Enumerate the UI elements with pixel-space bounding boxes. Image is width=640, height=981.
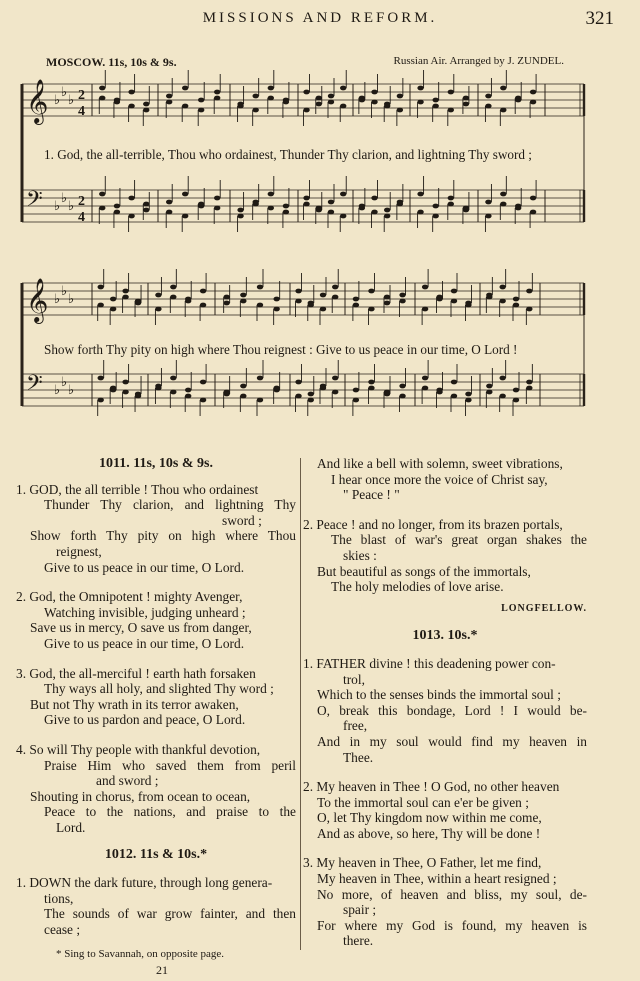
hymn-1011-line: Show forth Thy pity on high where Thou xyxy=(30,528,296,544)
note-head xyxy=(166,200,172,205)
note-head xyxy=(268,96,274,101)
note-head xyxy=(185,388,191,393)
hymn-1011-line: Lord. xyxy=(56,819,86,835)
treble-clef-icon: 𝄞 xyxy=(26,278,49,322)
note-head xyxy=(513,388,519,393)
staff-systems xyxy=(22,70,584,416)
note-head xyxy=(223,295,229,300)
author-longfellow: LONGFELLOW. xyxy=(501,602,587,614)
note-head xyxy=(384,390,390,395)
continuation-line: 2. Peace ! and no longer, from its brazen portals, xyxy=(303,516,563,532)
hymn-1013-line: 2. My heaven in Thee ! O God, no other heaven xyxy=(303,779,560,795)
note-head xyxy=(332,376,338,381)
note-head xyxy=(422,285,428,290)
note-head xyxy=(500,108,506,113)
note-head xyxy=(353,398,359,403)
note-head xyxy=(451,394,457,399)
note-head xyxy=(295,380,301,385)
note-head xyxy=(340,86,346,91)
note-head xyxy=(332,390,338,395)
hymn-1011-title: 1011. 11s, 10s & 9s. xyxy=(99,456,213,471)
note-head xyxy=(359,206,365,211)
note-head xyxy=(465,392,471,397)
note-head xyxy=(432,214,438,219)
footnote: * Sing to Savannah, on opposite page. xyxy=(56,948,225,961)
hymn-1011-line: sword ; xyxy=(222,512,262,528)
note-head xyxy=(371,100,377,105)
note-head xyxy=(485,94,491,99)
note-head xyxy=(320,307,326,312)
note-head xyxy=(500,192,506,197)
note-head xyxy=(499,299,505,304)
note-head xyxy=(135,299,141,304)
note-head xyxy=(185,299,191,304)
hymn-1013-line: My heaven in Thee, within a heart resigned ; xyxy=(317,871,557,887)
hymn-1013-line: For where my God is found, my heaven is xyxy=(317,917,587,933)
time-signature: 2 xyxy=(78,88,85,103)
note-head xyxy=(268,86,274,91)
note-head xyxy=(384,208,390,213)
hymn-1011-line: Give to us pardon and peace, O Lord. xyxy=(44,712,246,728)
note-head xyxy=(135,394,141,399)
note-head xyxy=(257,398,263,403)
note-head xyxy=(465,303,471,308)
note-head xyxy=(257,376,263,381)
note-head xyxy=(143,208,149,213)
note-head xyxy=(530,100,536,105)
note-head xyxy=(99,206,105,211)
note-head xyxy=(252,94,258,99)
note-head xyxy=(436,390,442,395)
note-head xyxy=(371,210,377,215)
flat-icon: ♭ xyxy=(54,292,61,307)
note-head xyxy=(332,295,338,300)
note-head xyxy=(328,210,334,215)
note-head xyxy=(170,295,176,300)
note-head xyxy=(526,386,532,391)
note-head xyxy=(500,86,506,91)
note-head xyxy=(214,90,220,95)
note-head xyxy=(526,289,532,294)
hymn-1011-line: and sword ; xyxy=(96,773,159,789)
note-head xyxy=(99,86,105,91)
note-head xyxy=(316,206,322,211)
signature-mark: 21 xyxy=(156,963,168,978)
hymn-1011-line: 4. So will Thy people with thankful devotion, xyxy=(16,741,261,757)
note-head xyxy=(240,394,246,399)
note-head xyxy=(128,214,134,219)
note-head xyxy=(465,398,471,403)
bass-clef-icon: 𝄢 xyxy=(26,371,43,401)
note-head xyxy=(513,303,519,308)
flat-icon: ♭ xyxy=(61,85,68,100)
hymn-1011-line: Thy ways all holy, and slighted Thy word ; xyxy=(44,681,274,697)
note-head xyxy=(198,108,204,113)
note-head xyxy=(166,94,172,99)
hymn-1012-title: 1012. 11s & 10s.* xyxy=(104,847,208,863)
note-head xyxy=(463,206,469,211)
hymn-1012-line: cease ; xyxy=(44,921,81,937)
continuation-line: The blast of war's great organ shakes the xyxy=(331,532,587,548)
note-head xyxy=(328,200,334,205)
note-head xyxy=(417,100,423,105)
hymn-1012-line: tions, xyxy=(44,890,74,906)
flat-icon: ♭ xyxy=(54,383,61,398)
note-head xyxy=(114,204,120,209)
note-head xyxy=(451,380,457,385)
note-head xyxy=(295,289,301,294)
flat-icon: ♭ xyxy=(54,93,61,108)
note-head xyxy=(530,196,536,201)
note-head xyxy=(340,104,346,109)
note-head xyxy=(122,289,128,294)
hymn-1013-line: trol, xyxy=(343,671,365,687)
note-head xyxy=(353,388,359,393)
note-head xyxy=(448,202,454,207)
note-head xyxy=(463,102,469,107)
note-head xyxy=(308,398,314,403)
note-head xyxy=(500,202,506,207)
note-head xyxy=(214,206,220,211)
note-head xyxy=(128,196,134,201)
note-head xyxy=(155,307,161,312)
flat-icon: ♭ xyxy=(68,93,75,108)
note-head xyxy=(486,384,492,389)
note-head xyxy=(316,102,322,107)
continuation-line: And like a bell with solemn, sweet vibrations, xyxy=(317,456,563,471)
hymn-1013-line: And as above, so here, Thy will be done ! xyxy=(317,825,541,841)
note-head xyxy=(448,90,454,95)
time-signature: 4 xyxy=(78,210,85,225)
note-head xyxy=(399,293,405,298)
note-head xyxy=(368,289,374,294)
hymn-1011-line: 1. GOD, the all terrible ! Thou who ordainest xyxy=(16,481,259,497)
note-head xyxy=(368,380,374,385)
note-head xyxy=(328,100,334,105)
note-head xyxy=(371,196,377,201)
note-head xyxy=(237,208,243,213)
note-head xyxy=(485,200,491,205)
note-head xyxy=(499,376,505,381)
note-head xyxy=(273,297,279,302)
note-head xyxy=(200,398,206,403)
note-head xyxy=(122,390,128,395)
hymn-1012-line: The sounds of war grow fainter, and then xyxy=(44,906,296,922)
note-head xyxy=(451,299,457,304)
note-head xyxy=(353,297,359,302)
tune-name: MOSCOW. 11s, 10s & 9s. xyxy=(46,55,177,69)
continuation-line: " Peace ! " xyxy=(343,487,400,503)
note-head xyxy=(397,108,403,113)
note-head xyxy=(122,380,128,385)
note-head xyxy=(303,108,309,113)
note-head xyxy=(417,192,423,197)
hymn-1013-line: there. xyxy=(343,933,374,949)
note-head xyxy=(155,293,161,298)
note-head xyxy=(320,386,326,391)
note-head xyxy=(515,96,521,101)
note-head xyxy=(110,386,116,391)
hymn-1013-line: No more, of heaven and bliss, my soul, de- xyxy=(317,886,587,902)
note-head xyxy=(320,293,326,298)
note-head xyxy=(384,104,390,109)
note-head xyxy=(399,394,405,399)
hymn-1013-line: free, xyxy=(343,718,368,734)
note-head xyxy=(237,104,243,109)
note-head xyxy=(182,104,188,109)
note-head xyxy=(448,108,454,113)
note-head xyxy=(252,202,258,207)
hymn-1011-line: 2. God, the Omnipotent ! mighty Avenger, xyxy=(16,589,243,605)
note-head xyxy=(422,376,428,381)
note-head xyxy=(422,307,428,312)
note-head xyxy=(295,299,301,304)
hymn-1011-line: Watching invisible, judging unheard ; xyxy=(44,604,246,620)
hymn-1013-title: 1013. 10s.* xyxy=(412,628,478,644)
note-head xyxy=(198,98,204,103)
note-head xyxy=(283,210,289,215)
column-divider xyxy=(300,458,301,950)
tune-lyric-line-1: 1. God, the all-terrible, Thou who ordainest, Thunder Thy clarion, and lightning Thy sword ; xyxy=(44,147,532,162)
continuation-line: The holy melodies of love arise. xyxy=(331,579,504,595)
note-head xyxy=(353,303,359,308)
note-head xyxy=(422,386,428,391)
note-head xyxy=(185,394,191,399)
note-head xyxy=(486,295,492,300)
note-head xyxy=(240,384,246,389)
note-head xyxy=(308,303,314,308)
note-head xyxy=(359,96,365,101)
right-column xyxy=(303,456,587,949)
note-head xyxy=(98,303,104,308)
continuation-line: But beautiful as songs of the immortals, xyxy=(317,563,531,579)
note-head xyxy=(200,380,206,385)
note-head xyxy=(143,202,149,207)
flat-icon: ♭ xyxy=(68,383,75,398)
flat-icon: ♭ xyxy=(68,292,75,307)
note-head xyxy=(170,390,176,395)
continuation-line: I hear once more the voice of Christ say, xyxy=(331,471,548,487)
note-head xyxy=(182,192,188,197)
note-head xyxy=(170,376,176,381)
note-head xyxy=(384,214,390,219)
note-head xyxy=(273,307,279,312)
note-head xyxy=(214,96,220,101)
hymn-1011-line: Praise Him who saved them from peril xyxy=(44,757,296,773)
note-head xyxy=(448,196,454,201)
note-head xyxy=(283,204,289,209)
note-head xyxy=(223,390,229,395)
note-head xyxy=(128,90,134,95)
hymn-1013-line: O, break this bondage, Lord ! I would be- xyxy=(317,702,587,718)
note-head xyxy=(166,100,172,105)
tune-credit: Russian Air. Arranged by J. ZUNDEL. xyxy=(393,55,564,67)
note-head xyxy=(308,392,314,397)
note-head xyxy=(530,90,536,95)
note-head xyxy=(155,386,161,391)
note-head xyxy=(223,301,229,306)
flat-icon: ♭ xyxy=(68,199,75,214)
note-head xyxy=(252,108,258,113)
note-head xyxy=(417,210,423,215)
note-head xyxy=(486,390,492,395)
music-score xyxy=(0,0,640,440)
note-head xyxy=(198,202,204,207)
note-head xyxy=(303,90,309,95)
note-head xyxy=(98,376,104,381)
bass-clef-icon: 𝄢 xyxy=(26,187,43,217)
note-head xyxy=(283,100,289,105)
treble-clef-icon: 𝄞 xyxy=(26,79,49,123)
note-head xyxy=(499,285,505,290)
note-head xyxy=(371,90,377,95)
time-signature: 2 xyxy=(78,194,85,209)
note-head xyxy=(114,210,120,215)
note-head xyxy=(399,299,405,304)
hymn-1013-line: To the immortal soul can e'er be given ; xyxy=(317,794,529,810)
hymn-1011-line: But not Thy wrath in its terror awaken, xyxy=(30,696,239,712)
note-head xyxy=(515,206,521,211)
note-head xyxy=(240,293,246,298)
hymn-1013-line: 3. My heaven in Thee, O Father, let me find, xyxy=(303,855,542,871)
note-head xyxy=(340,214,346,219)
note-head xyxy=(268,192,274,197)
flat-icon: ♭ xyxy=(61,191,68,206)
note-head xyxy=(257,285,263,290)
note-head xyxy=(99,192,105,197)
note-head xyxy=(143,102,149,107)
note-head xyxy=(170,285,176,290)
note-head xyxy=(417,86,423,91)
hymn-1013-line: Thee. xyxy=(343,749,374,765)
note-head xyxy=(451,289,457,294)
hymn-1011-line: Give to us peace in our time, O Lord. xyxy=(44,635,245,651)
note-head xyxy=(214,196,220,201)
note-head xyxy=(110,297,116,302)
note-head xyxy=(268,206,274,211)
note-head xyxy=(397,202,403,207)
hymn-1011-line: Peace to the nations, and praise to the xyxy=(44,804,296,820)
note-head xyxy=(368,307,374,312)
note-head xyxy=(303,202,309,207)
note-head xyxy=(328,94,334,99)
hymn-1013-line: Which to the senses binds the immortal soul ; xyxy=(317,687,561,703)
note-head xyxy=(143,108,149,113)
hymn-1011-line: Shouting in chorus, from ocean to ocean, xyxy=(30,788,251,804)
note-head xyxy=(99,96,105,101)
hymn-1013-line: 1. FATHER divine ! this deadening power con- xyxy=(303,655,556,671)
note-head xyxy=(200,303,206,308)
note-head xyxy=(122,295,128,300)
hymn-1013-line: And in my soul would find my heaven in xyxy=(317,733,587,749)
hymn-1011-line: Give to us peace in our time, O Lord. xyxy=(44,559,245,575)
note-head xyxy=(114,100,120,105)
note-head xyxy=(332,285,338,290)
note-head xyxy=(513,398,519,403)
running-title: MISSIONS AND REFORM. xyxy=(202,10,438,26)
note-head xyxy=(303,196,309,201)
note-head xyxy=(384,295,390,300)
tune-lyric-line-2: Show forth Thy pity on high where Thou reignest : Give to us peace in our time, O Lord ! xyxy=(44,342,518,357)
note-head xyxy=(273,386,279,391)
note-head xyxy=(499,394,505,399)
note-head xyxy=(316,96,322,101)
note-head xyxy=(397,94,403,99)
note-head xyxy=(513,297,519,302)
note-head xyxy=(485,104,491,109)
hymn-1012-line: 1. DOWN the dark future, through long genera- xyxy=(16,875,273,891)
hymn-1011-line: reignest, xyxy=(56,543,102,559)
flat-icon: ♭ xyxy=(61,284,68,299)
note-head xyxy=(128,104,134,109)
flat-icon: ♭ xyxy=(61,375,68,390)
note-head xyxy=(526,380,532,385)
hymn-1013-line: spair ; xyxy=(343,902,377,918)
note-head xyxy=(240,299,246,304)
note-head xyxy=(98,398,104,403)
note-head xyxy=(368,386,374,391)
note-head xyxy=(200,289,206,294)
continuation-line: skies : xyxy=(343,547,377,563)
note-head xyxy=(110,307,116,312)
note-head xyxy=(384,301,390,306)
note-head xyxy=(432,204,438,209)
note-head xyxy=(432,98,438,103)
time-signature: 4 xyxy=(78,104,85,119)
page-number: 321 xyxy=(585,8,614,29)
note-head xyxy=(526,307,532,312)
note-head xyxy=(432,104,438,109)
note-head xyxy=(340,192,346,197)
note-head xyxy=(237,214,243,219)
note-head xyxy=(295,394,301,399)
note-head xyxy=(98,285,104,290)
note-head xyxy=(399,384,405,389)
note-head xyxy=(257,303,263,308)
note-head xyxy=(436,295,442,300)
hymn-1011-line: 3. God, the all-merciful ! earth hath forsaken xyxy=(16,665,256,681)
note-head xyxy=(530,210,536,215)
left-column xyxy=(16,456,296,979)
hymn-1011-line: Thunder Thy clarion, and lightning Thy xyxy=(44,497,296,513)
note-head xyxy=(485,214,491,219)
hymn-1013-line: O, let Thy kingdom now within me come, xyxy=(317,810,542,826)
note-head xyxy=(182,214,188,219)
flat-icon: ♭ xyxy=(54,199,61,214)
note-head xyxy=(463,96,469,101)
note-head xyxy=(166,210,172,215)
note-head xyxy=(182,86,188,91)
hymn-1011-line: Save us in mercy, O save us from danger, xyxy=(30,620,252,636)
